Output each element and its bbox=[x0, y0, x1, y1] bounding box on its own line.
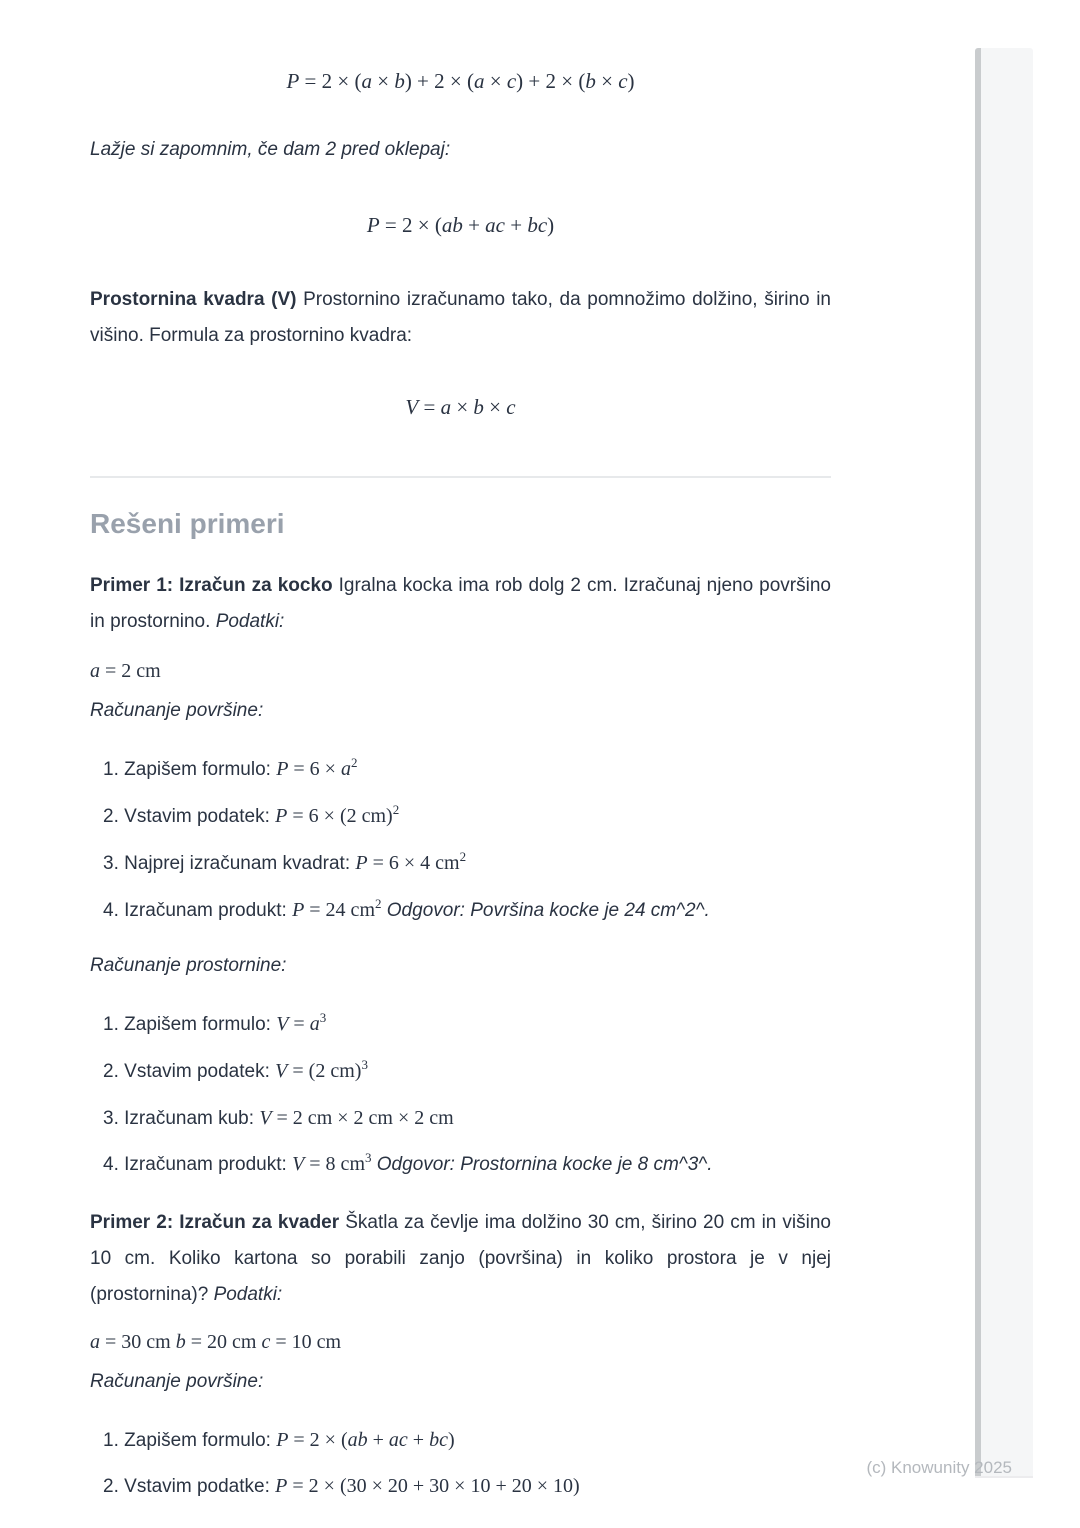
note-easier-to-remember: Lažje si zapomnim, če dam 2 pred oklepaj: bbox=[90, 139, 451, 160]
section-heading-solved-examples: Rešeni primeri bbox=[90, 508, 285, 539]
scrollbar-thumb[interactable] bbox=[975, 48, 981, 1476]
example1-volume-steps-list bbox=[90, 1006, 831, 1184]
formula-volume: V = a × b × c bbox=[405, 395, 516, 419]
example1-given-values: a = 2 cm bbox=[90, 660, 161, 682]
document-content bbox=[90, 0, 831, 1505]
scrollbar-track[interactable] bbox=[975, 48, 1033, 1478]
example2-surface-label: Računanje površine: bbox=[90, 1371, 264, 1392]
example1-surface-label: Računanje površine: bbox=[90, 700, 264, 721]
example2-surface-steps-list bbox=[90, 1422, 831, 1505]
example1-surface-step: Izračunam produkt: P = 24 $cm^2$ Odgovor: Površina kocke je 24 cm^2^. bbox=[124, 896, 710, 921]
example1-volume-step: Izračunam kub: V = 2 cm × 2 cm × 2 cm bbox=[124, 1107, 454, 1129]
example1-surface-step: Zapišem formulo: $P = 6 \times a^2$ bbox=[124, 755, 358, 780]
example1-volume-step: Vstavim podatek: V = (2 cm)$^3$ bbox=[124, 1057, 368, 1082]
section-divider bbox=[90, 476, 831, 478]
example2-surface-step: Vstavim podatke: P = 2 × (30 × 20 + 30 × 10 + 20 × 10) bbox=[124, 1475, 580, 1497]
example1-volume-step: Izračunam produkt: V = 8 $cm^3$ Odgovor: Prostornina kocke je 8 cm^3^. bbox=[124, 1150, 713, 1175]
copyright-watermark: (c) Knowunity 2025 bbox=[866, 1458, 1012, 1477]
example2-given-values: a = 30 cm b = 20 cm c = 10 cm bbox=[90, 1331, 342, 1353]
formula-surface-expanded: P = 2 × (a × b) + 2 × (a × c) + 2 × (b × c) bbox=[286, 69, 635, 93]
example1-surface-step: Najprej izračunam kvadrat: P = 6 × 4 $cm^2$ bbox=[124, 849, 467, 874]
example2-intro-paragraph: Primer 2: Izračun za kvader Škatla za čevlje ima dolžino 30 cm, širino 20 cm in višino 10 cm. Koliko kartona so porabili zanjo (površina) in koliko prostora je v njej (prostornina)? Podatki: bbox=[90, 1212, 831, 1305]
formula-surface-factored: P = 2 × (ab + ac + bc) bbox=[366, 213, 555, 237]
example1-intro-paragraph: Primer 1: Izračun za kocko Igralna kocka ima rob dolg 2 cm. Izračunaj njeno površino in prostornino. Podatki: bbox=[90, 575, 831, 632]
example1-surface-step: Vstavim podatek: P = 6 × (2 cm)$^2$ bbox=[124, 802, 400, 827]
example2-surface-step: Zapišem formulo: P = 2 × (ab + ac + bc) bbox=[124, 1429, 455, 1451]
example1-surface-steps-list bbox=[90, 751, 831, 930]
example1-volume-step: Zapišem formulo: $V = a^3$ bbox=[124, 1010, 327, 1035]
example1-volume-label: Računanje prostornine: bbox=[90, 955, 287, 976]
paragraph-volume-definition: Prostornina kvadra (V) Prostornino izračunamo tako, da pomnožimo dolžino, širino in višino. Formula za prostornino kvadra: bbox=[90, 289, 831, 346]
